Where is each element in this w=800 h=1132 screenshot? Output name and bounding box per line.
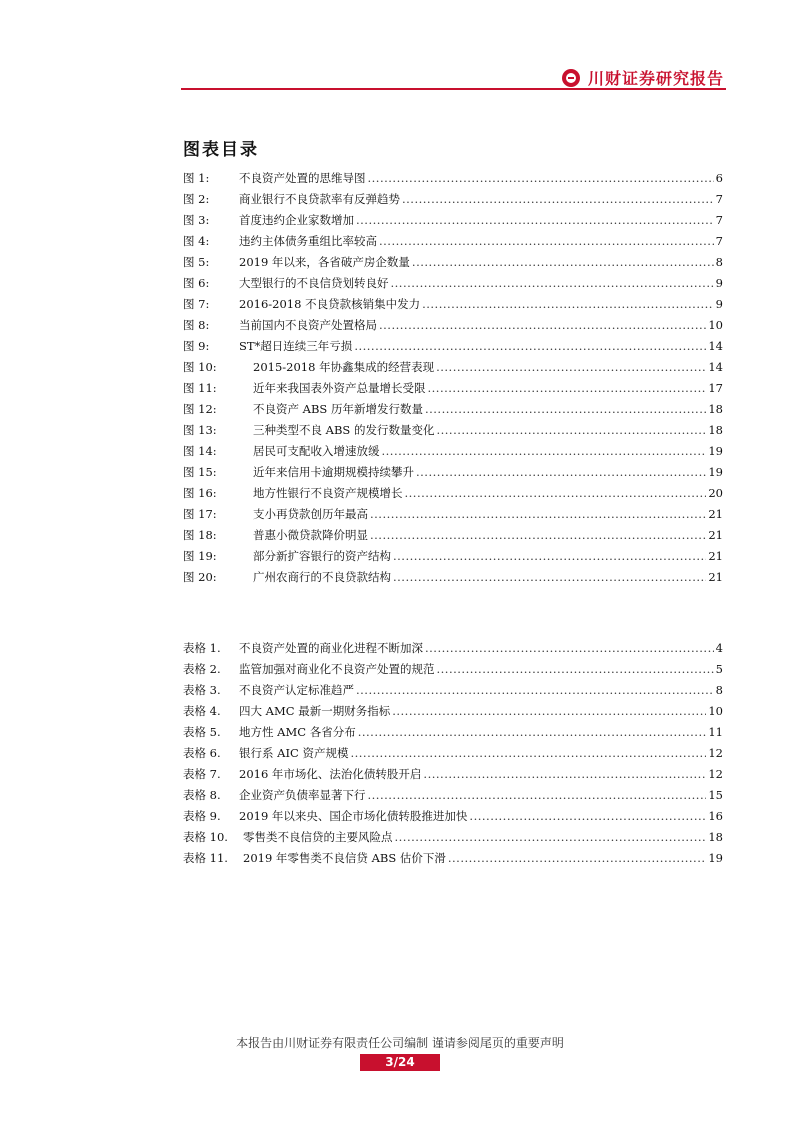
figure-entry-page: 10 — [708, 317, 723, 332]
figure-entry-page: 17 — [708, 380, 723, 395]
dot-leader — [416, 465, 706, 479]
figure-entry-label: 图 1: — [183, 170, 210, 185]
dot-leader — [425, 402, 706, 416]
figure-entry-label: 图 16: — [183, 485, 217, 500]
figure-entry[interactable] — [183, 209, 723, 230]
figure-entry-title: 2015-2018 年协鑫集成的经营表现 — [253, 359, 435, 374]
dot-leader — [354, 339, 706, 353]
figure-entry-page: 7 — [715, 233, 723, 248]
table-entry[interactable] — [183, 637, 723, 658]
figure-entry-page: 7 — [715, 212, 723, 227]
dot-leader — [382, 444, 707, 458]
figure-entry-label: 图 18: — [183, 527, 217, 542]
figure-entry-title: 当前国内不良资产处置格局 — [239, 317, 377, 332]
table-entry-title: 2019 年零售类不良信贷 ABS 估价下滑 — [243, 850, 446, 865]
figure-entry-page: 21 — [708, 548, 723, 563]
report-header-brand — [562, 66, 724, 89]
figure-entry-page: 21 — [708, 569, 723, 584]
table-entry-page: 10 — [708, 703, 723, 718]
figure-entry-title: 近年来我国表外资产总量增长受限 — [253, 380, 426, 395]
figure-entry-title: 三种类型不良 ABS 的发行数量变化 — [253, 422, 435, 437]
dot-leader — [356, 213, 714, 227]
figure-entry-title: 居民可支配收入增速放缓 — [253, 443, 380, 458]
table-entry[interactable] — [183, 700, 723, 721]
figure-entry-label: 图 12: — [183, 401, 217, 416]
figure-entry[interactable] — [183, 461, 723, 482]
figure-entry-page: 21 — [708, 506, 723, 521]
figure-entry-page: 9 — [715, 275, 723, 290]
table-entry-title: 不良资产认定标准趋严 — [239, 682, 354, 697]
dot-leader — [425, 641, 714, 655]
table-entry[interactable] — [183, 742, 723, 763]
figure-entry-page: 7 — [715, 191, 723, 206]
table-entry-page: 15 — [708, 787, 723, 802]
figure-entry[interactable] — [183, 503, 723, 524]
figure-entry[interactable] — [183, 419, 723, 440]
figure-entry-page: 14 — [708, 338, 723, 353]
table-entry-title: 零售类不良信贷的主要风险点 — [243, 829, 393, 844]
table-entry-label: 表格 3. — [183, 682, 221, 697]
figure-entry-title: ST*超日连续三年亏损 — [239, 338, 353, 353]
dot-leader — [405, 486, 707, 500]
figure-entry-title: 不良资产 ABS 历年新增发行数量 — [253, 401, 423, 416]
figure-entry-label: 图 6: — [183, 275, 210, 290]
figure-entry[interactable] — [183, 440, 723, 461]
dot-leader — [379, 234, 714, 248]
figure-entry-label: 图 5: — [183, 254, 210, 269]
dot-leader — [370, 528, 706, 542]
figure-entry-page: 19 — [708, 464, 723, 479]
figure-entry-title: 首度违约企业家数增加 — [239, 212, 354, 227]
table-entry-title: 2016 年市场化、法治化债转股开启 — [239, 766, 422, 781]
dot-leader — [368, 788, 707, 802]
table-entry-page: 16 — [708, 808, 723, 823]
table-entry-page: 5 — [715, 661, 723, 676]
figure-entry[interactable] — [183, 314, 723, 335]
figure-entry-page: 14 — [708, 359, 723, 374]
figure-entry-label: 图 11: — [183, 380, 217, 395]
figure-entry-page: 18 — [708, 422, 723, 437]
figure-entry[interactable] — [183, 377, 723, 398]
dot-leader — [395, 830, 707, 844]
table-entry-title: 银行系 AIC 资产规模 — [239, 745, 349, 760]
table-entry-label: 表格 11. — [183, 850, 228, 865]
figure-entry[interactable] — [183, 566, 723, 587]
figure-list — [183, 167, 723, 587]
table-entry[interactable] — [183, 679, 723, 700]
figure-entry-page: 21 — [708, 527, 723, 542]
dot-leader — [412, 255, 714, 269]
table-entry-label: 表格 6. — [183, 745, 221, 760]
dot-leader — [391, 276, 714, 290]
figure-entry-page: 6 — [715, 170, 723, 185]
dot-leader — [437, 662, 714, 676]
dot-leader — [393, 549, 706, 563]
dot-leader — [428, 381, 707, 395]
dot-leader — [358, 725, 707, 739]
table-entry-page: 8 — [715, 682, 723, 697]
figure-entry[interactable] — [183, 398, 723, 419]
figure-entry-label: 图 10: — [183, 359, 217, 374]
dot-leader — [402, 192, 714, 206]
figure-entry-label: 图 4: — [183, 233, 210, 248]
table-entry-label: 表格 5. — [183, 724, 221, 739]
figure-entry[interactable] — [183, 167, 723, 188]
figure-entry-title: 普惠小微贷款降价明显 — [253, 527, 368, 542]
page-number: 3/24 — [360, 1054, 440, 1071]
table-entry-page: 12 — [708, 745, 723, 760]
figure-entry-title: 商业银行不良贷款率有反弹趋势 — [239, 191, 400, 206]
figure-entry[interactable] — [183, 482, 723, 503]
figure-entry-label: 图 3: — [183, 212, 210, 227]
footer-disclaimer: 本报告由川财证券有限责任公司编制 谨请参阅尾页的重要声明 — [236, 1036, 564, 1050]
figure-entry[interactable] — [183, 188, 723, 209]
table-entry-label: 表格 2. — [183, 661, 221, 676]
dot-leader — [370, 507, 706, 521]
table-entry-label: 表格 10. — [183, 829, 228, 844]
dot-leader — [393, 570, 706, 584]
figure-entry-title: 广州农商行的不良贷款结构 — [253, 569, 391, 584]
figure-entry-label: 图 13: — [183, 422, 217, 437]
dot-leader — [423, 767, 706, 781]
table-entry[interactable] — [183, 847, 723, 868]
table-entry-label: 表格 8. — [183, 787, 221, 802]
figure-entry-label: 图 9: — [183, 338, 210, 353]
figure-entry[interactable] — [183, 230, 723, 251]
figure-entry-title: 不良资产处置的思维导图 — [239, 170, 366, 185]
header-divider — [181, 88, 726, 90]
toc-title: 图表目录 — [183, 140, 259, 160]
table-entry[interactable] — [183, 805, 723, 826]
table-entry-page: 18 — [708, 829, 723, 844]
table-entry-title: 四大 AMC 最新一期财务指标 — [239, 703, 391, 718]
figure-entry-title: 地方性银行不良资产规模增长 — [253, 485, 403, 500]
figure-entry-page: 8 — [715, 254, 723, 269]
figure-entry[interactable] — [183, 356, 723, 377]
figure-entry-label: 图 15: — [183, 464, 217, 479]
table-entry-page: 4 — [715, 640, 723, 655]
dot-leader — [350, 746, 706, 760]
figure-entry-page: 18 — [708, 401, 723, 416]
table-entry[interactable] — [183, 826, 723, 847]
figure-entry-label: 图 7: — [183, 296, 210, 311]
table-list — [183, 637, 723, 868]
figure-entry[interactable] — [183, 335, 723, 356]
figure-entry[interactable] — [183, 251, 723, 272]
figure-entry-title: 违约主体债务重组比率较高 — [239, 233, 377, 248]
table-entry[interactable] — [183, 763, 723, 784]
dot-leader — [368, 171, 714, 185]
dot-leader — [436, 360, 706, 374]
figure-entry-title: 2019 年以来，各省破产房企数量 — [239, 254, 410, 269]
dot-leader — [436, 423, 706, 437]
table-entry-title: 不良资产处置的商业化进程不断加深 — [239, 640, 423, 655]
table-entry-label: 表格 1. — [183, 640, 221, 655]
figure-entry[interactable] — [183, 545, 723, 566]
figure-entry-label: 图 19: — [183, 548, 217, 563]
table-entry-label: 表格 9. — [183, 808, 221, 823]
table-entry-title: 企业资产负债率显著下行 — [239, 787, 366, 802]
dot-leader — [392, 704, 706, 718]
table-entry-title: 地方性 AMC 各省分布 — [239, 724, 356, 739]
table-entry-label: 表格 4. — [183, 703, 221, 718]
brand-name: 川财证券研究报告 — [587, 69, 724, 88]
figure-entry-label: 图 17: — [183, 506, 217, 521]
figure-entry-title: 2016-2018 不良贷款核销集中发力 — [239, 296, 421, 311]
table-entry-page: 11 — [708, 724, 723, 739]
figure-entry-page: 20 — [708, 485, 723, 500]
figure-entry[interactable] — [183, 524, 723, 545]
table-entry-title: 2019 年以来央、国企市场化债转股推进加快 — [239, 808, 468, 823]
figure-entry-label: 图 8: — [183, 317, 210, 332]
table-entry-title: 监管加强对商业化不良资产处置的规范 — [239, 661, 435, 676]
dot-leader — [356, 683, 714, 697]
chuancai-logo-icon — [562, 69, 580, 87]
figure-entry[interactable] — [183, 293, 723, 314]
figure-entry-label: 图 2: — [183, 191, 210, 206]
figure-entry-page: 19 — [708, 443, 723, 458]
dot-leader — [469, 809, 706, 823]
table-entry-page: 12 — [708, 766, 723, 781]
figure-entry-title: 支小再贷款创历年最高 — [253, 506, 368, 521]
figure-entry-page: 9 — [715, 296, 723, 311]
dot-leader — [422, 297, 714, 311]
figure-entry-title: 部分新扩容银行的资产结构 — [253, 548, 391, 563]
dot-leader — [448, 851, 706, 865]
table-entry[interactable] — [183, 658, 723, 679]
figure-entry-title: 大型银行的不良信贷划转良好 — [239, 275, 389, 290]
table-entry[interactable] — [183, 721, 723, 742]
figure-entry-label: 图 20: — [183, 569, 217, 584]
figure-entry[interactable] — [183, 272, 723, 293]
table-entry[interactable] — [183, 784, 723, 805]
dot-leader — [379, 318, 706, 332]
figure-entry-label: 图 14: — [183, 443, 217, 458]
figure-entry-title: 近年来信用卡逾期规模持续攀升 — [253, 464, 414, 479]
table-entry-page: 19 — [708, 850, 723, 865]
table-entry-label: 表格 7. — [183, 766, 221, 781]
